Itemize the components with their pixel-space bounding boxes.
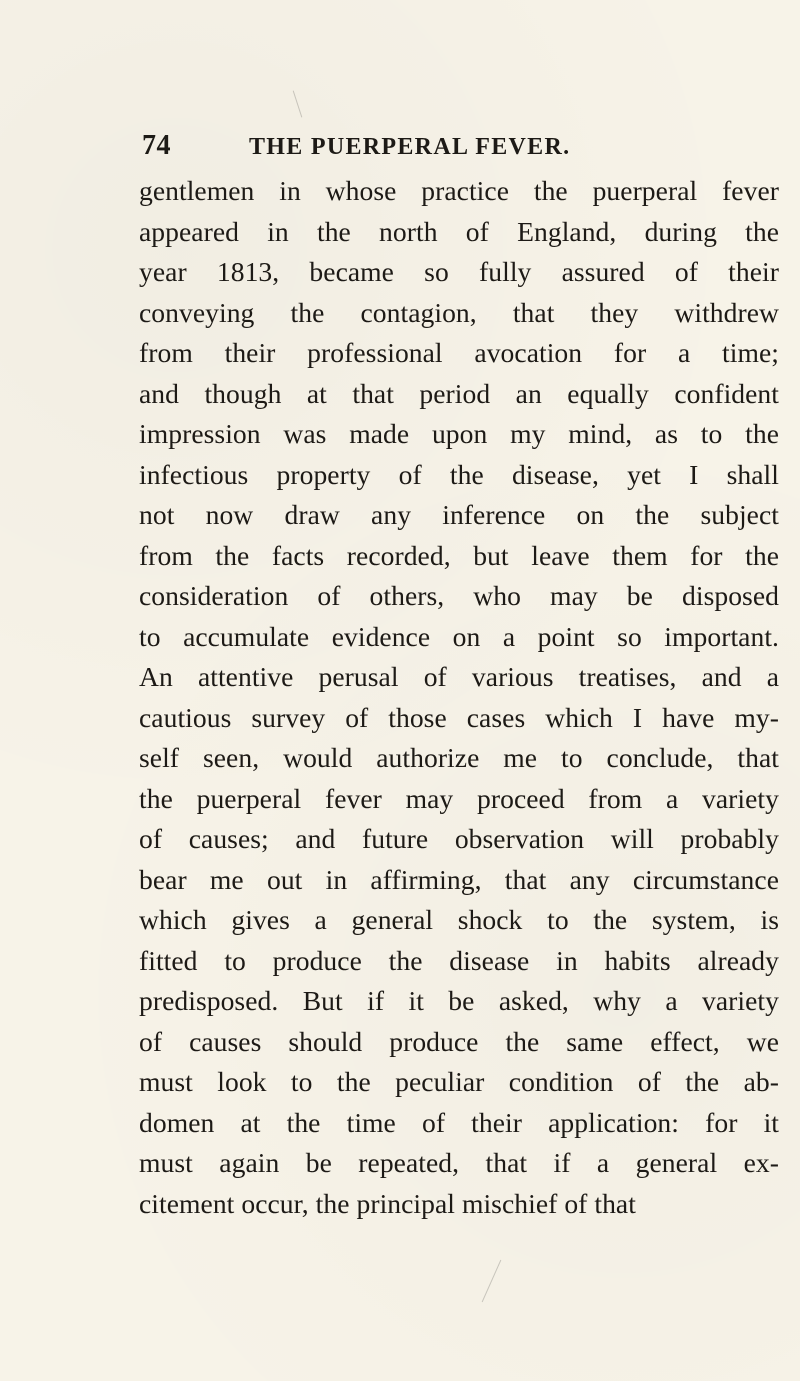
page-number: 74 <box>142 130 171 161</box>
running-head: THE PUERPERAL FEVER. <box>249 134 571 160</box>
text-line: conveying the contagion, that they withdrew <box>139 296 779 328</box>
text-line: domen at the time of their application: for it <box>139 1106 779 1138</box>
text-line: An attentive perusal of various treatises, and a <box>139 661 779 692</box>
scan-edge-mark-bottom <box>482 1260 502 1302</box>
body-text <box>139 171 779 1224</box>
text-line: bear me out in affirming, that any circumstance <box>139 863 779 895</box>
text-line: from their professional avocation for a time; <box>139 337 779 368</box>
text-line: gentlemen in whose practice the puerperal fever <box>139 175 779 206</box>
text-line: appeared in the north of England, during the <box>139 215 779 247</box>
text-line: of causes should produce the same effect, we <box>139 1025 779 1057</box>
text-line: from the facts recorded, but leave them for the <box>139 539 779 571</box>
text-line: fitted to produce the disease in habits already <box>139 944 779 976</box>
text-line: of causes; and future observation will probably <box>139 823 779 854</box>
text-line: the puerperal fever may proceed from a variety <box>139 782 779 814</box>
text-line: not now draw any inference on the subject <box>139 499 779 530</box>
scan-edge-mark-top <box>293 91 303 118</box>
text-line: must look to the peculiar condition of the ab- <box>139 1066 779 1097</box>
text-line: and though at that period an equally confident <box>139 377 779 409</box>
text-line: which gives a general shock to the system, is <box>139 904 779 935</box>
text-line: to accumulate evidence on a point so important. <box>139 620 779 652</box>
text-line: infectious property of the disease, yet I shall <box>139 458 779 490</box>
page-header <box>142 130 642 170</box>
text-line: impression was made upon my mind, as to the <box>139 418 779 449</box>
text-line: year 1813, became so fully assured of their <box>139 256 779 287</box>
text-line: cautious survey of those cases which I have my- <box>139 701 779 733</box>
text-line: self seen, would authorize me to conclude, that <box>139 742 779 773</box>
text-line: predisposed. But if it be asked, why a variety <box>139 985 779 1016</box>
text-line: must again be repeated, that if a general ex- <box>139 1147 779 1178</box>
text-line: consideration of others, who may be disposed <box>139 580 779 611</box>
text-line: citement occur, the principal mischief of that <box>139 1187 636 1219</box>
